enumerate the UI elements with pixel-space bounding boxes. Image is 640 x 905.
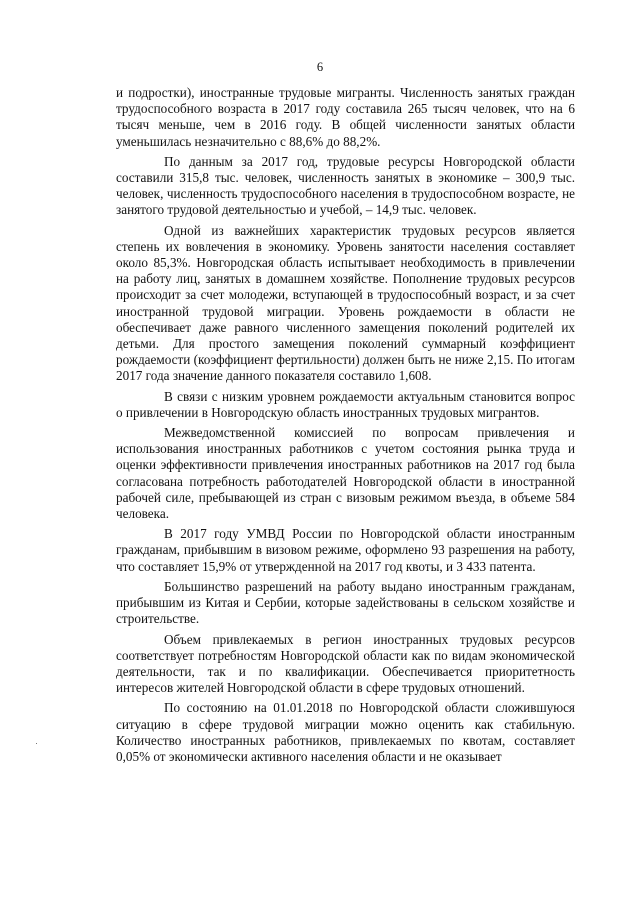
paragraph-status: По состоянию на 01.01.2018 по Новгородской области сложившуюся ситуацию в сфере трудовой миграции можно оценить как стабильную. Количество иностранных работников, привлекаемых по квотам, составляет 0,05% от экономически активного населения области и не оказывает xyxy=(116,700,575,764)
paragraph-volume: Объем привлекаемых в регион иностранных трудовых ресурсов соответствует потребностям Новгородской области как по видам экономической деятельности, так и по квалификации. Обеспечивается приоритетность интересов жителей Новгородской области в сфере трудовых отношений. xyxy=(116,631,575,696)
paragraph-permit-countries: Большинство разрешений на работу выдано иностранным гражданам, прибывшим из Китая и Сербии, которые задействованы в сельском хозяйстве и строительстве. xyxy=(116,578,575,627)
paragraph-migrant-attraction: В связи с низким уровнем рождаемости актуальным становится вопрос о привлечении в Новгородскую область иностранных трудовых мигрантов. xyxy=(116,388,575,420)
document-body xyxy=(116,85,575,769)
paragraph-employment-level: Одной из важнейших характеристик трудовых ресурсов является степень их вовлечения в экономику. Уровень занятости населения составляет около 85,3%. Новгородская область испытывает необходимость в привлечении на работу лиц, занятых в домашнем хозяйстве. Пополнение трудовых ресурсов происходит за счет молодежи, вступающей в трудоспособный возраст, и за счет иностранной трудовой миграции. Уровень рождаемости в области не обеспечивает даже равного численного замещения поколений родителей их детьми. Для простого замещения поколений суммарный коэффициент рождаемости (коэффициент фертильности) должен быть не ниже 2,15. По итогам 2017 года значение данного показателя составило 1,608. xyxy=(116,222,575,384)
paragraph-labor-resources: По данным за 2017 год, трудовые ресурсы Новгородской области составили 315,8 тыс. человек, численность занятых в экономике – 300,9 тыс. человек, численность трудоспособного населения в трудоспособном возрасте, не занятого трудовой деятельностью и учебой, – 14,9 тыс. человек. xyxy=(116,153,575,218)
scan-speck xyxy=(36,743,37,744)
paragraph-continuation: и подростки), иностранные трудовые мигранты. Численность занятых граждан трудоспособного возраста в 2017 году составила 265 тысяч человек, что на 6 тысяч меньше, чем в 2016 году. В общей численности занятых области уменьшилась незначительно с 88,6% до 88,2%. xyxy=(116,85,575,149)
paragraph-commission: Межведомственной комиссией по вопросам привлечения и использования иностранных работников с учетом состояния рынка труда и оценки эффективности привлечения иностранных работников на 2017 год была согласована потребность работодателей Новгородской области в иностранной рабочей силе, пребывающей из стран с визовым режимом въезда, в объеме 584 человека. xyxy=(116,425,575,522)
page-number: 6 xyxy=(316,60,324,74)
paragraph-umvd-permits: В 2017 году УМВД России по Новгородской области иностранным гражданам, прибывшим в визовом режиме, оформлено 93 разрешения на работу, что составляет 15,9% от утвержденной на 2017 год квоты, и 3 433 патента. xyxy=(116,526,575,574)
